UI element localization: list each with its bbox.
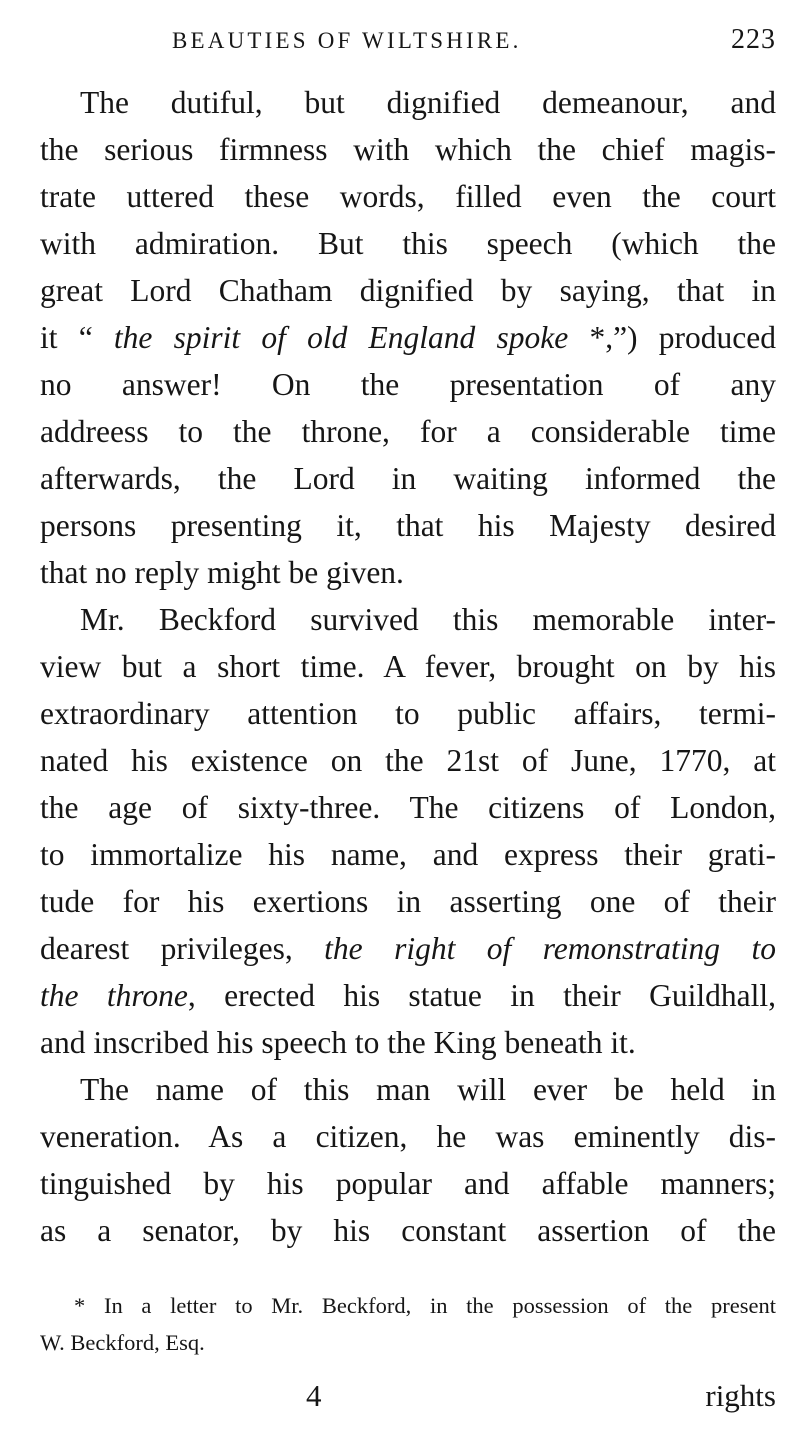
text-run: persons presenting it, that his Majesty desired — [40, 508, 776, 543]
text-run: great Lord Chatham dignified by saying, that in — [40, 273, 776, 308]
text-run: and inscribed his speech to the King beneath it. — [40, 1025, 636, 1060]
text-run: as a senator, by his constant assertion of the — [40, 1213, 776, 1248]
text-line — [40, 643, 776, 690]
text-run: dearest privileges, — [40, 931, 325, 966]
text-line — [40, 220, 776, 267]
running-head: BEAUTIES OF WILTSHIRE. — [172, 28, 522, 53]
text-line — [40, 784, 776, 831]
text-run: with admiration. But this speech (which the — [40, 226, 776, 261]
text-line — [40, 1066, 776, 1113]
text-line — [40, 925, 776, 972]
text-run: no answer! On the presentation of any — [40, 367, 776, 402]
text-run: extraordinary attention to public affairs, termi- — [40, 696, 776, 731]
italic-phrase: the right of remonstrating to — [324, 931, 776, 966]
text-line — [40, 1113, 776, 1160]
text-line — [40, 690, 776, 737]
text-run: Mr. Beckford survived this memorable inter- — [80, 602, 776, 637]
text-run: afterwards, the Lord in waiting informed the — [40, 461, 776, 496]
text-line — [40, 173, 776, 220]
footnote-line: * In a letter to Mr. Beckford, in the possession of the present — [74, 1293, 776, 1318]
text-run: to immortalize his name, and express their grati- — [40, 837, 776, 872]
text-run: trate uttered these words, filled even the court — [40, 179, 776, 214]
italic-phrase: the spirit of old England spoke — [113, 320, 569, 355]
text-line — [40, 455, 776, 502]
text-run: nated his existence on the 21st of June, 1770, at — [40, 743, 776, 778]
italic-phrase: the throne — [40, 978, 188, 1013]
text-run: view but a short time. A fever, brought on by his — [40, 649, 776, 684]
text-run: veneration. As a citizen, he was eminently dis- — [40, 1119, 776, 1154]
page-footer — [40, 1378, 776, 1418]
text-line — [40, 1019, 776, 1066]
text-line — [40, 361, 776, 408]
text-line — [40, 314, 776, 361]
text-line — [40, 79, 776, 126]
text-line — [40, 737, 776, 784]
text-run: The dutiful, but dignified demeanour, and — [80, 85, 776, 120]
text-run: tinguished by his popular and affable manners; — [40, 1166, 776, 1201]
text-line — [40, 596, 776, 643]
text-line — [40, 1160, 776, 1207]
text-line — [40, 972, 776, 1019]
text-run: that no reply might be given. — [40, 555, 404, 590]
text-line — [40, 831, 776, 878]
text-run: it “ — [40, 320, 114, 355]
footnote-line: W. Beckford, Esq. — [40, 1330, 205, 1355]
text-run: the age of sixty-three. The citizens of London, — [40, 790, 776, 825]
text-run: The name of this man will ever be held in — [80, 1072, 776, 1107]
text-line — [40, 267, 776, 314]
signature-mark: 4 — [306, 1378, 322, 1413]
page-header — [40, 24, 776, 64]
text-run: tude for his exertions in asserting one of their — [40, 884, 776, 919]
text-line — [40, 502, 776, 549]
page-number: 223 — [731, 24, 776, 55]
body-text — [40, 79, 776, 1254]
text-line — [40, 408, 776, 455]
text-run: addreess to the throne, for a considerable time — [40, 414, 776, 449]
text-run: the serious firmness with which the chief magis- — [40, 132, 776, 167]
text-line — [40, 878, 776, 925]
text-line — [40, 1207, 776, 1254]
catchword: rights — [705, 1378, 776, 1413]
text-line — [40, 549, 776, 596]
text-run: , erected his statue in their Guildhall, — [187, 978, 776, 1013]
text-run: *,”) produced — [568, 320, 776, 355]
footnote — [40, 1287, 776, 1361]
text-line — [40, 126, 776, 173]
